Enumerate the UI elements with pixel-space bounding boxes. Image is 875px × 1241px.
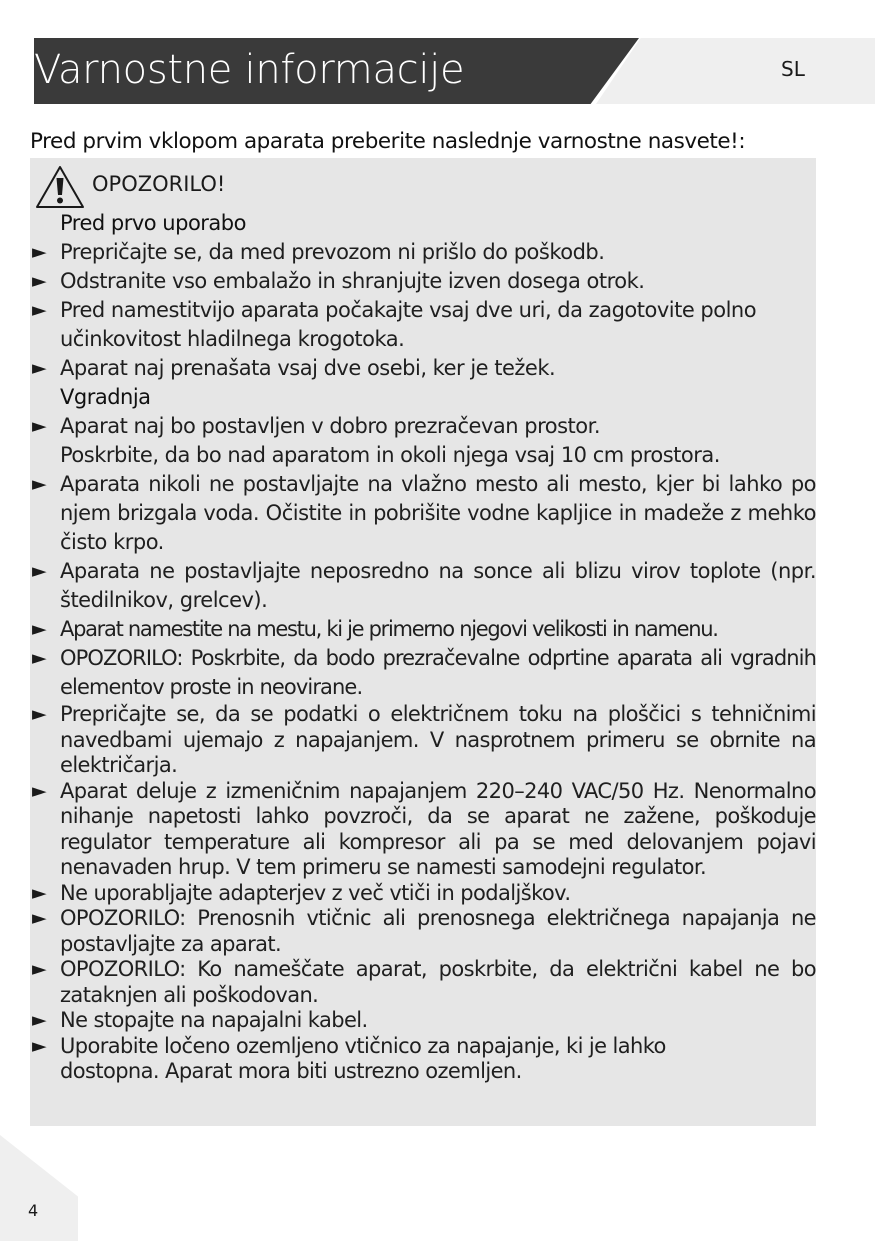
list-item: ► Aparat naj bo postavljen v dobro prezračevan prostor.: [30, 412, 816, 441]
list-item: ► Aparat deluje z izmeničnim napajanjem 220–240 VAC/50 Hz. Nenormalno nihanje napetosti lahko povzroči, da se aparat ne zažene, poškoduje regulator temperature ali kompresor ali pa se med delovanjem pojavi nenavaden hrup. V tem primeru se namesti samodejni regulator.: [32, 778, 816, 879]
list-item: ► OPOZORILO: Poskrbite, da bodo prezračevalne odprtine aparata ali vgradnih elementov proste in neovirane.: [32, 646, 816, 699]
bullet-arrow-icon: ►: [32, 881, 47, 904]
warning-triangle-icon: [34, 164, 86, 210]
bullet-arrow-icon: ►: [32, 357, 47, 379]
bullet-arrow-icon: ►: [32, 1034, 47, 1057]
list-item: ► Ne uporabljajte adapterjev z več vtiči in podaljškov.: [32, 880, 571, 905]
bullet-arrow-icon: ►: [32, 779, 47, 802]
page-title: Varnostne informacije: [34, 47, 465, 93]
bullet-arrow-icon: ►: [32, 618, 46, 640]
bullet-arrow-icon: ►: [32, 270, 47, 292]
list-item: ► Prepričajte se, da se podatki o električnem toku na ploščici s tehničnimi navedbami ujemajo z napajanjem. V nasprotnem primeru se obrnite na električarja.: [32, 702, 816, 777]
bullet-arrow-icon: ►: [32, 703, 47, 725]
list-item-continuation: Poskrbite, da bo nad aparatom in okoli njega vsaj 10 cm prostora.: [60, 443, 720, 467]
page-number: 4: [28, 1201, 39, 1220]
list-item: ► Odstranite vso embalažo in shranjujte izven dosega otrok.: [30, 267, 816, 296]
list-item: ► Uporabite ločeno ozemljeno vtičnico za napajanje, ki je lahko dostopna. Aparat mora biti ustrezno ozemljen.: [32, 1033, 666, 1083]
list-item: ► Aparat namestite na mestu, ki je primerno njegovi velikosti in namenu.: [30, 615, 816, 644]
language-label: SL: [781, 57, 805, 81]
bullet-arrow-icon: ►: [32, 560, 47, 582]
bullet-arrow-icon: ►: [32, 241, 47, 263]
warning-content: [30, 209, 816, 1085]
list-item: ► Pred namestitvijo aparata počakajte vsaj dve uri, da zagotovite polno učinkovitost hladilnega krogotoka.: [32, 298, 757, 351]
section-heading: Pred prvo uporabo: [60, 211, 246, 235]
bullet-arrow-icon: ►: [32, 299, 47, 321]
warning-title: OPOZORILO!: [92, 172, 226, 196]
page-corner-tab: [0, 1135, 78, 1241]
bullet-arrow-icon: ►: [32, 907, 47, 929]
list-item: ► OPOZORILO: Ko nameščate aparat, poskrbite, da električni kabel ne bo zataknjen ali poškodovan.: [32, 957, 816, 1007]
list-item: ► OPOZORILO: Prenosnih vtičnic ali prenosnega električnega napajanja ne postavljajte za aparat.: [32, 906, 816, 956]
bullet-arrow-icon: ►: [32, 415, 47, 437]
list-item: ► Aparata ne postavljajte neposredno na sonce ali blizu virov toplote (npr. štedilnikov, grelcev).: [32, 559, 816, 612]
section-heading: Vgradnja: [60, 385, 151, 409]
list-item: ► Aparat naj prenašata vsaj dve osebi, ker je težek.: [30, 354, 816, 383]
list-item: ► Prepričajte se, da med prevozom ni prišlo do poškodb.: [30, 238, 816, 267]
bullet-arrow-icon: ►: [32, 473, 47, 495]
language-tab: [596, 38, 875, 104]
list-item: ► Ne stopajte na napajalni kabel.: [32, 1008, 368, 1032]
bullet-arrow-icon: ►: [32, 647, 46, 669]
list-item: ► Aparata nikoli ne postavljajte na vlažno mesto ali mesto, kjer bi lahko po njem brizgala voda. Očistite in pobrišite vodne kapljice in madeže z mehko čisto krpo.: [32, 472, 816, 554]
bullet-arrow-icon: ►: [32, 1009, 47, 1031]
bullet-arrow-icon: ►: [32, 958, 47, 980]
intro-text: Pred prvim vklopom aparata preberite naslednje varnostne nasvete!:: [30, 129, 746, 154]
